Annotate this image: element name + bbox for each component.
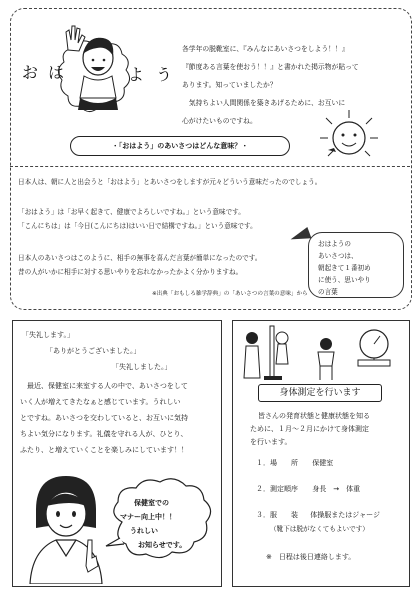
intro-line: 各学年の脱靴室に、『みんなにあいさつをしよう！！』 [182,45,349,53]
speech-line: お知らせです。 [138,541,187,549]
item-value: 保健室 [312,459,334,467]
question-heading: ・「おはよう」のあいさつはどんな意味？・ [70,136,290,156]
source-note: ※出典「おもしろ雑学辞典」の「あいさつの言葉の意味」から [152,291,308,297]
intro-line: ために、１月～２月にかけて身体測定 [250,425,369,433]
measurement-title: 身体測定を行います [258,384,382,402]
measurement-intro [250,410,370,449]
quote-shitsureishimashita: 「失礼しました。」 [112,363,172,371]
greeting-ohayo-left: おは [22,63,75,82]
bubble-line: に使う、思いやり [318,276,371,284]
measuring-children-illustration [240,324,402,382]
intro-line: を行います。 [250,438,292,446]
explanation-ohayo: 「おはよう」は「お早く起きて、健康でよろしいですね。」という意味です。 [18,208,245,216]
nurse-teacher-illustration [20,470,112,584]
body-line: ふたり、と増えていくことを楽しみにしています！！ [20,446,188,454]
speech-cloud-text [120,496,186,552]
body-line: いく人が増えてきたなぁと感じています。うれしい [20,398,181,406]
intro-line: 心がけたいものですね。 [182,117,257,125]
item-value: 体操服またはジャージ [310,511,380,519]
explanation-p3a: 日本人のあいさつはこのように、相手の無事を喜んだ言葉が簡単になったのです。 [18,254,262,262]
speech-line: 保健室での [134,499,169,507]
explanation-p1: 日本人は、朝に人と出会うと「おはよう」とあいさつをしますが元々どういう意味だったのでしょう。 [18,178,322,186]
bubble-line: の言葉 [318,288,338,296]
speech-line: うれしい [130,527,158,535]
bubble-line: あいさつは、 [318,252,358,260]
measurement-item-clothing [256,510,380,520]
measurement-item-order [256,484,360,494]
item-value: 身長 → 体重 [312,485,361,493]
explanation-konnichiwa: 「こんにちは」は「今日(こんにちは)はいい日で結構ですね。」という意味です。 [18,222,257,230]
body-line: ちよい気分になります。礼儀を守れる人が、ひとり、 [20,430,188,438]
intro-line: 『節度ある言葉を使おう！！』と書かれた掲示物が貼って [182,63,359,71]
body-line: とですね。あいさつを交わしていると、お互いに気持 [20,414,188,422]
explanation-p3b: 昔の人がいかに相手に対する思いやりを忘れなかったかよく分かりますね。 [18,268,243,276]
bubble-line: おはようの [318,240,351,248]
intro-line: 気持ちよい人間関係を築きあげるために、お互いに [182,99,346,107]
waving-boy-illustration [54,10,134,130]
intro-line: あります。知っていましたか？ [182,81,277,89]
item-label: ３．服 装 [256,511,298,519]
quote-arigatou: 「ありがとうございました。」 [46,347,141,355]
speech-line: マナー向上中！！ [120,513,176,521]
greeting-ohayo-right: よう [128,65,185,84]
divider [10,166,410,167]
health-room-body [20,378,188,458]
measurement-date-note: ※ 日程は後日連絡します。 [266,553,356,561]
measurement-shoes-note: （靴下は脱がなくてもよいです） [270,525,369,533]
bubble-line: 朝起きて１番初め [318,264,371,272]
quote-shitsurei: 「失礼します。」 [22,331,74,339]
body-line: 最近、保健室に来室する人の中で、あいさつをして [20,382,188,390]
measurement-item-place [256,458,333,468]
sun-character-illustration [318,108,380,166]
intro-line: 皆さんの発育状態と健康状態を知る [258,412,370,420]
item-label: ２．測定順序 [256,485,298,493]
item-label: １．場 所 [256,459,298,467]
bubble-text [318,238,371,298]
